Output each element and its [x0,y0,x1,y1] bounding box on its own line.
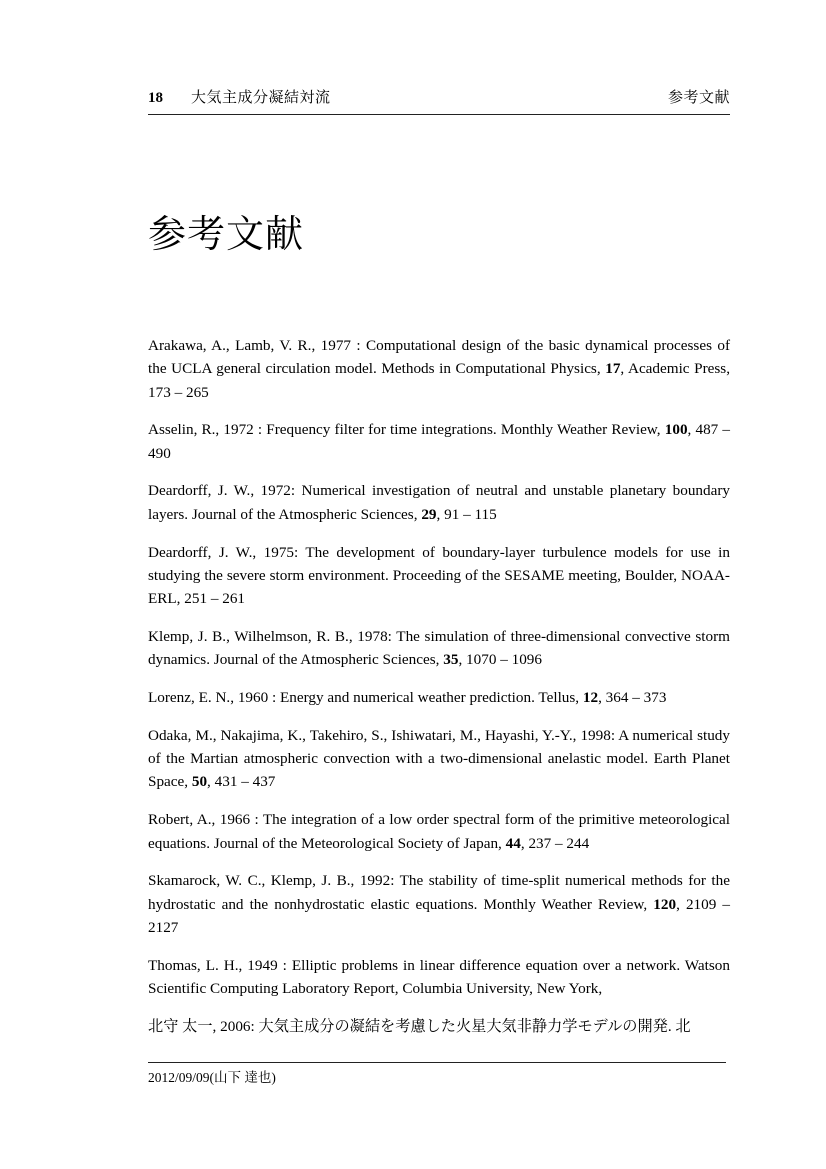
reference-text: Thomas, L. H., 1949 : Elliptic problems in linear difference equation over a network. Watson Scientific Computing Laboratory Report, Columbia University, New York, [148,956,730,998]
reference-text: 北守 太一, 2006: 大気主成分の凝結を考慮した火星大気非静力学モデルの開発. 北 [148,1017,691,1035]
reference-volume: 120 [653,895,677,913]
reference-volume: 44 [505,834,521,852]
reference-text: Lorenz, E. N., 1960 : Energy and numerical weather prediction. Tellus, [148,689,583,707]
reference-text: Asselin, R., 1972 : Frequency filter for time integrations. Monthly Weather Review, [148,421,665,439]
reference-text: Skamarock, W. C., Klemp, J. B., 1992: The stability of time-split numerical methods for the hydrostatic and the nonhydrostatic elastic equations. Monthly Weather Review, [148,872,730,913]
reference-text: Arakawa, A., Lamb, V. R., 1977 : Computational design of the basic dynamical processes of the UCLA general circulation model. Methods in Computational Physics, [148,337,730,378]
reference-pages: , 431 – 437 [207,773,276,791]
reference-pages: , 91 – 115 [436,505,497,523]
reference-pages: , 487 – 490 [148,421,730,462]
running-title-left: 大気主成分凝結対流 [191,89,331,106]
reference-text: Odaka, M., Nakajima, K., Takehiro, S., Ishiwatari, M., Hayashi, Y.-Y., 1998: A numerical study of the Martian atmospheric convection with a two-dimensional anelastic model. Earth Planet Space, [148,726,730,791]
reference-pages: , 364 – 373 [598,689,667,707]
reference-entry [148,686,730,709]
reference-entry [148,724,730,794]
reference-text: Deardorff, J. W., 1975: The development of boundary-layer turbulence models for use in studying the severe storm environment. Proceeding of the SESAME meeting, Boulder, NOAA-ERL, 251 – 261 [148,543,730,608]
reference-entry [148,418,730,465]
reference-volume: 29 [421,505,437,523]
reference-pages: , 2109 – 2127 [148,895,731,936]
running-title-right: 参考文献 [667,89,730,106]
reference-volume: 35 [443,651,459,669]
reference-volume: 100 [664,421,688,439]
reference-pages: , Academic Press, 173 – 265 [148,360,730,401]
page-header [148,86,730,115]
chapter-title: 参考文献 [148,214,305,256]
page-number: 18 [148,90,163,106]
references-list [148,334,730,1053]
reference-volume: 17 [605,360,621,378]
reference-entry [148,625,730,672]
reference-entry [148,954,730,1001]
page-footer [148,1062,726,1086]
reference-entry [148,334,730,404]
reference-entry [148,479,730,526]
reference-entry [148,808,730,855]
reference-pages: , 237 – 244 [520,834,590,852]
reference-volume: 50 [191,773,208,791]
reference-text: Robert, A., 1966 : The integration of a low order spectral form of the primitive meteorological equations. Journal of the Meteorological Society of Japan, [148,811,730,852]
reference-pages: , 1070 – 1096 [458,651,542,669]
reference-volume: 12 [582,689,599,707]
reference-text: Deardorff, J. W., 1972: Numerical investigation of neutral and unstable planetary boundary layers. Journal of the Atmospheric Sciences, [148,482,730,523]
footer-date: 2012/09/09(山下 達也) [148,1070,276,1085]
reference-entry [148,1015,730,1038]
reference-text: Klemp, J. B., Wilhelmson, R. B., 1978: The simulation of three-dimensional convective storm dynamics. Journal of the Atmospheric Sciences, [148,627,730,669]
reference-entry [148,869,730,939]
reference-entry [148,541,730,611]
